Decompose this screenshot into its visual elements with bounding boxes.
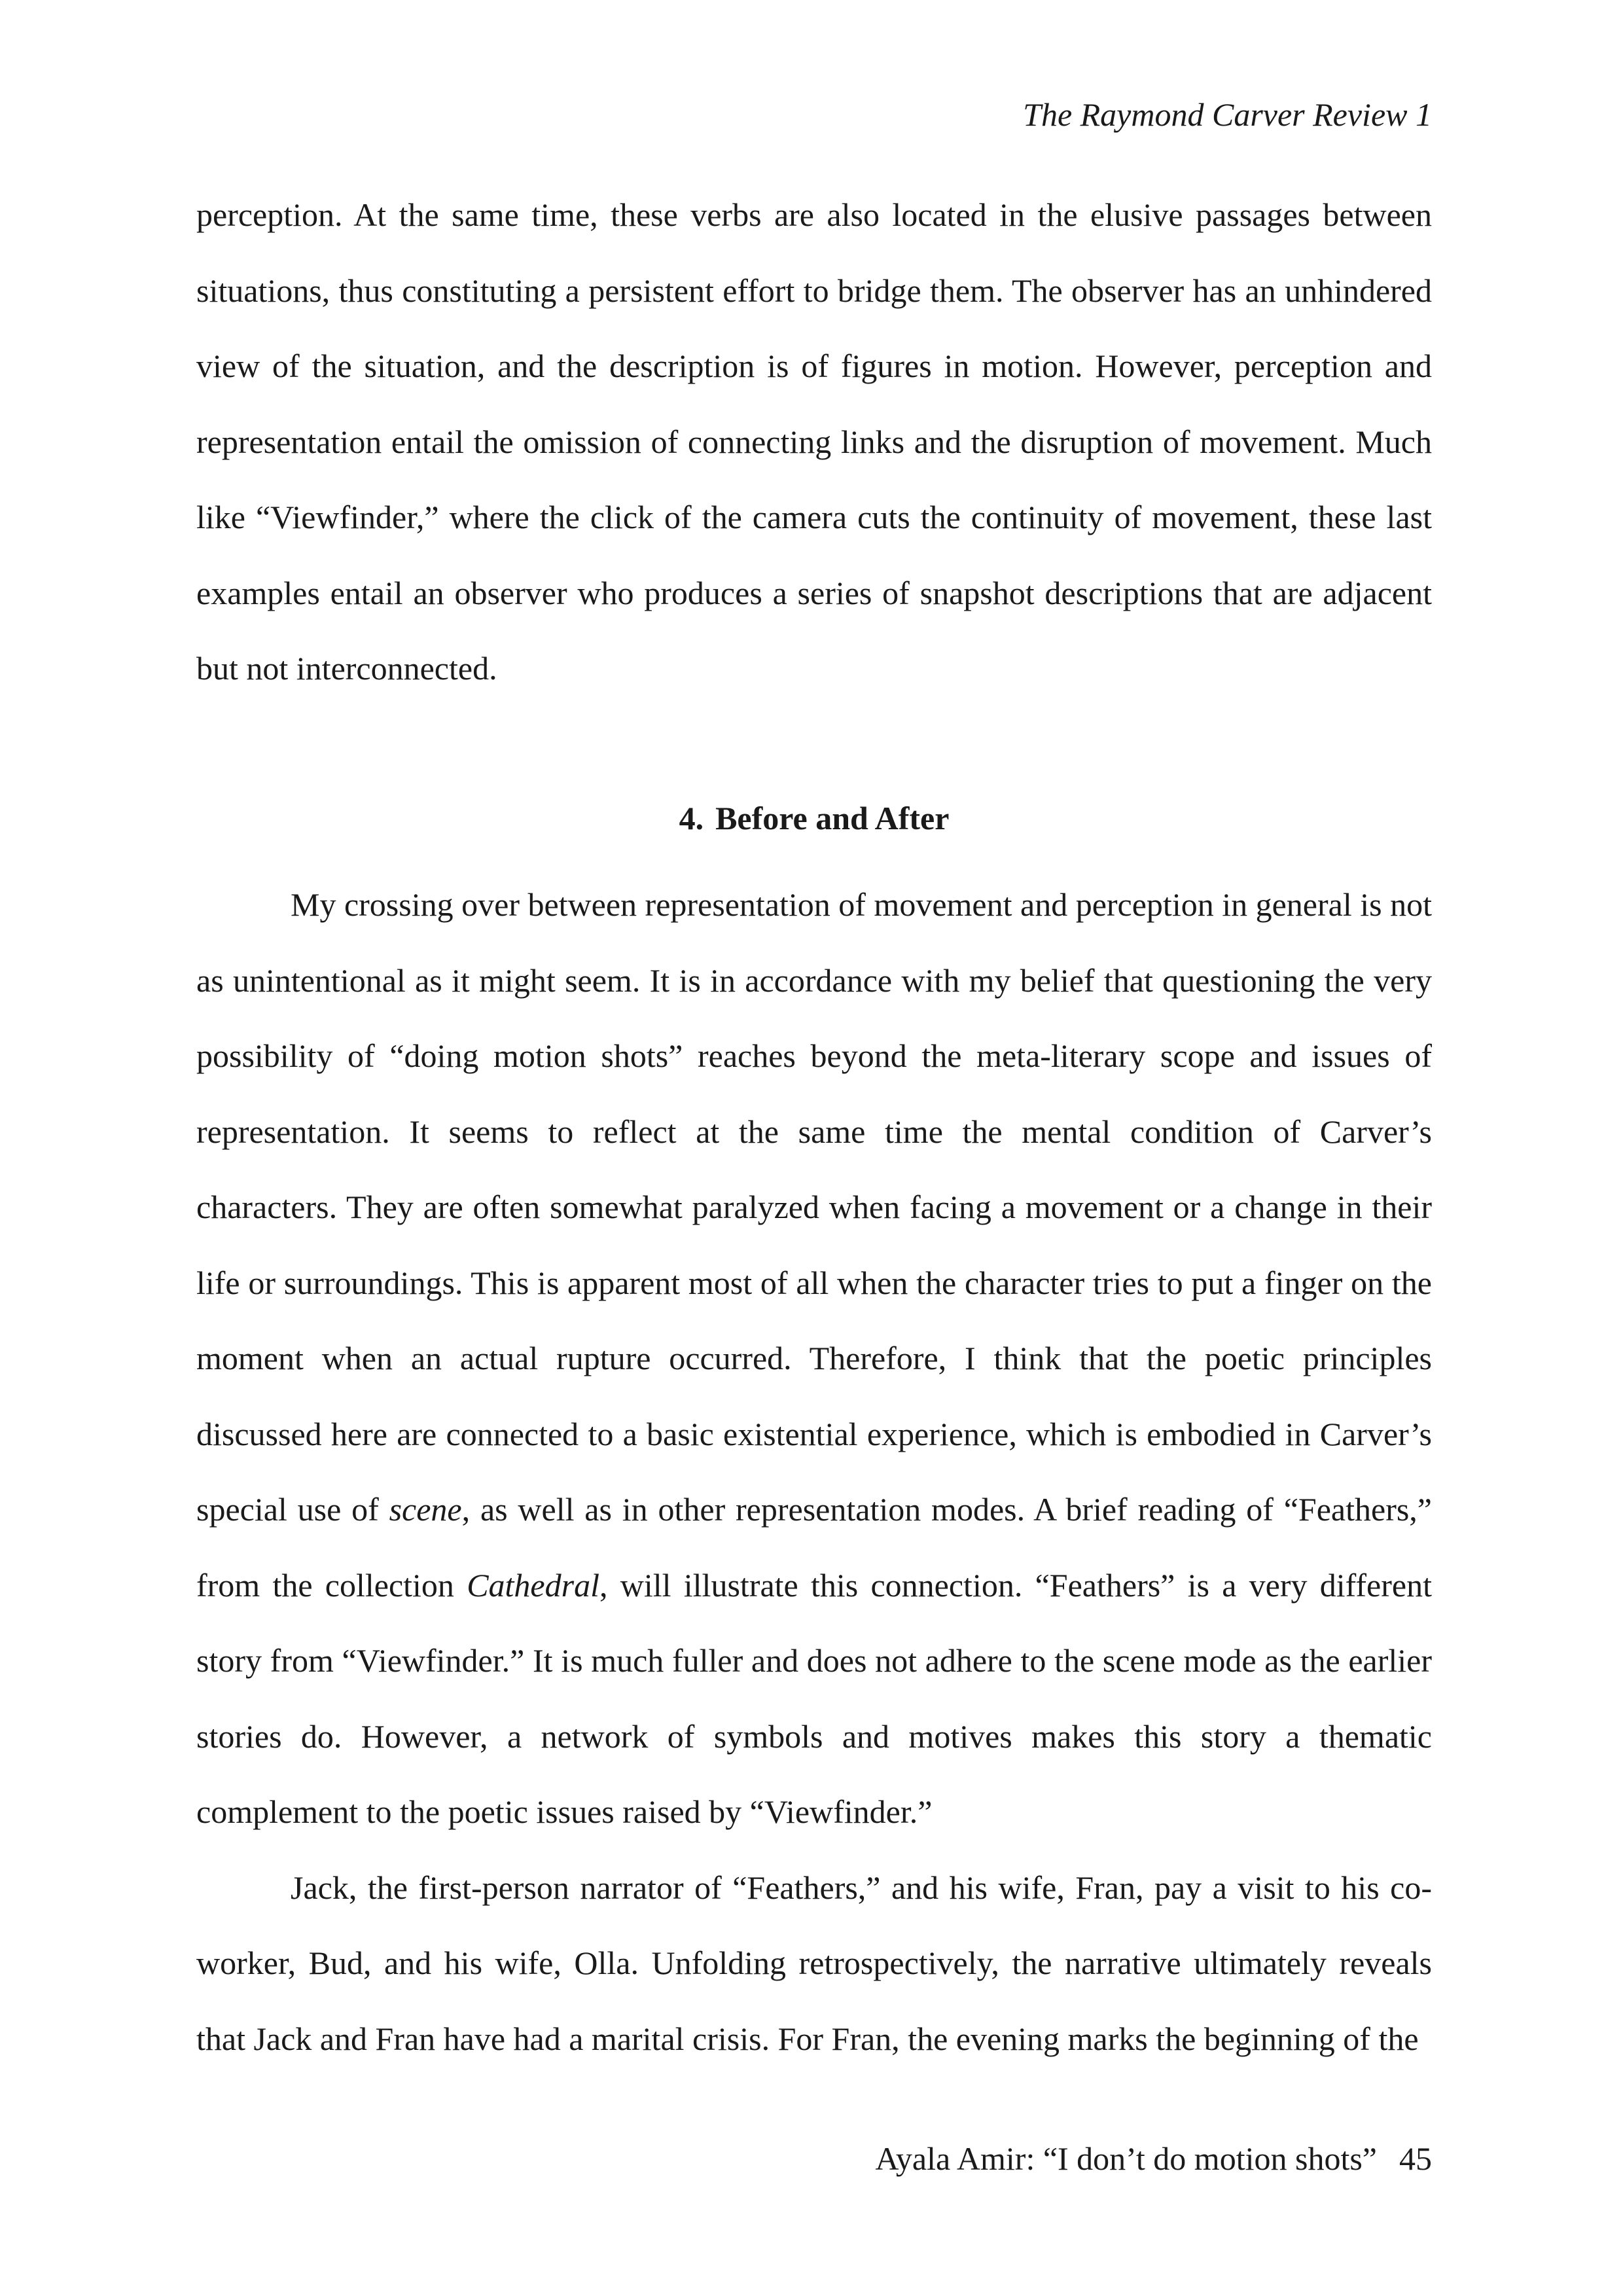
running-footer	[875, 2137, 1432, 2180]
footer-author-title: Ayala Amir: “I don’t do motion shots”	[875, 2140, 1377, 2177]
page-number: 45	[1399, 2140, 1432, 2177]
paragraph-2-italic-scene: scene	[389, 1491, 462, 1528]
paragraph-2-italic-cathedral: Cathedral	[467, 1566, 599, 1604]
paragraph-1: perception. At the same time, these verbs are also located in the elusive passages between situations, thus constituting a persistent effort to bridge them. The observer has an unhindered view of the situation, and the description is of figures in motion. However, perception and representation entail the omission of connecting links and the disruption of movement. Much like “Viewfinder,” where the click of the camera cuts the continuity of movement, these last examples entail an observer who produces a series of snapshot descriptions that are adjacent but not interconnected.	[196, 196, 1432, 687]
running-header: The Raymond Carver Review 1	[1023, 96, 1432, 133]
body-text-block-main	[196, 867, 1432, 2077]
paragraph-2	[196, 867, 1432, 1850]
section-title: Before and After	[715, 800, 950, 836]
section-number: 4.	[679, 800, 704, 836]
paragraph-3: Jack, the first-person narrator of “Feathers,” and his wife, Fran, pay a visit to his co-worker, Bud, and his wife, Olla. Unfolding retrospectively, the narrative ultimately reveals that Jack and Fran have had a marital crisis. For Fran, the evening marks the beginning of the	[196, 1869, 1432, 2057]
section-heading	[196, 789, 1432, 847]
paragraph-2-text-b: , as well as in other representation modes. A brief reading of “Feathers,” from the collection	[196, 1491, 1433, 1604]
body-text-block-top	[196, 177, 1432, 707]
paragraph-2-text-c: , will illustrate this connection. “Feathers” is a very different story from “Viewfinder.” It is much fuller and does not adhere to the scene mode as the earlier stories do. However, a network of symbols and motives makes this story a thematic complement to the poetic issues raised by “Viewfinder.”	[196, 1566, 1432, 1830]
paragraph-2-text-a: My crossing over between representation of movement and perception in general is not as unintentional as it might seem. It is in accordance with my belief that questioning the very possibility of “doing motion shots” reaches beyond the meta-literary scope and issues of representation. It seems to reflect at the same time the mental condition of Carver’s characters. They are often somewhat paralyzed when facing a movement or a change in their life or surroundings. This is apparent most of all when the character tries to put a finger on the moment when an actual rupture occurred. Therefore, I think that the poetic principles discussed here are connected to a basic existential experience, which is embodied in Carver’s special use of	[196, 886, 1432, 1528]
